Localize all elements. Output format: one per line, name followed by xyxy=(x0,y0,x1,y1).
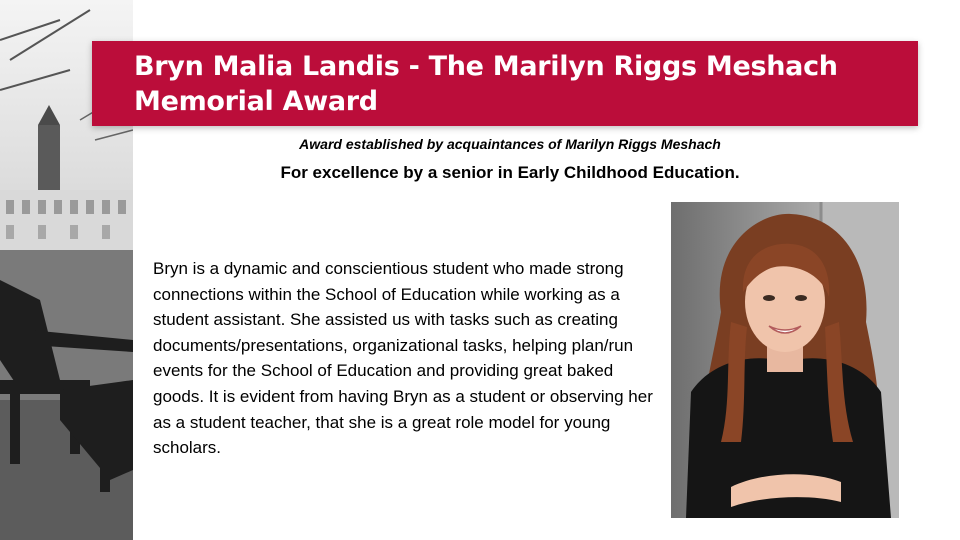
student-bio: Bryn is a dynamic and conscientious student who made strong connections within the School of Education while working as a student assistant. She assisted us with tasks such as creating documents/presentations, organizational tasks, helping plan/run events for the School of Education and providing great baked goods. It is evident from having Bryn as a student or observing her as a student teacher, that she is a great role model for young scholars. xyxy=(153,259,653,458)
page-title: Bryn Malia Landis - The Marilyn Riggs Meshach Memorial Award xyxy=(134,51,838,117)
award-subtitle: Award established by acquaintances of Marilyn Riggs Meshach xyxy=(299,136,721,152)
title-banner xyxy=(92,41,918,126)
award-criteria: For excellence by a senior in Early Childhood Education. xyxy=(280,163,740,182)
student-portrait-photo xyxy=(671,202,899,518)
